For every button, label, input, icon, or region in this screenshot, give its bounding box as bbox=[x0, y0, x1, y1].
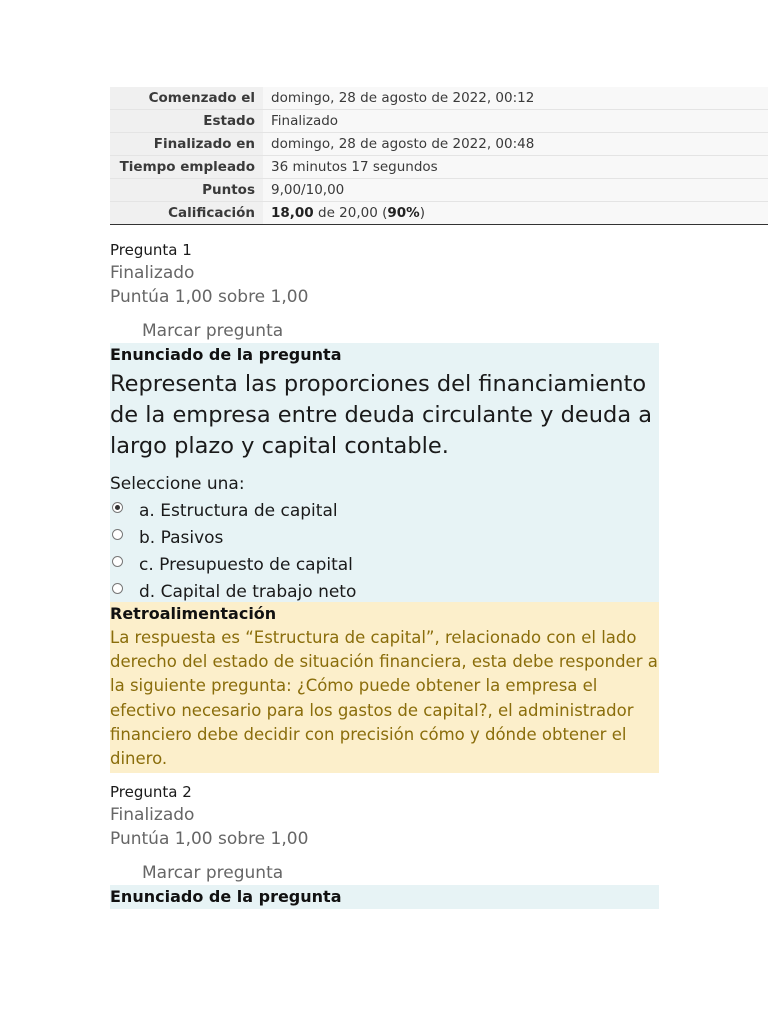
question-number: Pregunta 2 bbox=[110, 783, 192, 801]
summary-label: Tiempo empleado bbox=[110, 156, 263, 178]
answer-options bbox=[110, 498, 659, 606]
option-label: b. Pasivos bbox=[139, 528, 224, 548]
question-state: Finalizado bbox=[110, 805, 195, 825]
summary-row-marks bbox=[110, 178, 768, 201]
grade-score: 18,00 bbox=[271, 205, 314, 221]
question-state: Finalizado bbox=[110, 263, 195, 283]
summary-row-finished bbox=[110, 132, 768, 155]
answer-option-c[interactable] bbox=[110, 552, 659, 579]
summary-value: domingo, 28 de agosto de 2022, 00:12 bbox=[263, 87, 768, 109]
question-1-info bbox=[110, 239, 658, 343]
summary-value-grade bbox=[263, 202, 768, 224]
grade-total: de 20,00 ( bbox=[313, 205, 388, 221]
radio-button-checked[interactable] bbox=[112, 502, 123, 513]
answer-prompt: Seleccione una: bbox=[110, 474, 245, 494]
question-1-formulation bbox=[110, 343, 659, 606]
question-heading: Enunciado de la pregunta bbox=[110, 887, 342, 906]
question-2-info bbox=[110, 781, 658, 885]
summary-value: domingo, 28 de agosto de 2022, 00:48 bbox=[263, 133, 768, 155]
summary-label: Calificación bbox=[110, 202, 263, 224]
question-2-formulation bbox=[110, 885, 659, 909]
summary-label: Estado bbox=[110, 110, 263, 132]
summary-label: Finalizado en bbox=[110, 133, 263, 155]
summary-label: Puntos bbox=[110, 179, 263, 201]
question-grade: Puntúa 1,00 sobre 1,00 bbox=[110, 287, 309, 307]
radio-button[interactable] bbox=[112, 583, 123, 594]
question-heading: Enunciado de la pregunta bbox=[110, 345, 342, 364]
answer-option-a[interactable] bbox=[110, 498, 659, 525]
summary-row-started bbox=[110, 87, 768, 109]
summary-row-grade bbox=[110, 201, 768, 224]
option-label: d. Capital de trabajo neto bbox=[139, 582, 357, 602]
summary-label: Comenzado el bbox=[110, 87, 263, 109]
option-label: a. Estructura de capital bbox=[139, 501, 338, 521]
flag-question-link[interactable]: Marcar pregunta bbox=[142, 863, 284, 883]
radio-button[interactable] bbox=[112, 556, 123, 567]
flag-question-link[interactable]: Marcar pregunta bbox=[142, 321, 284, 341]
grade-percent: 90% bbox=[387, 205, 420, 221]
grade-close: ) bbox=[419, 205, 425, 221]
question-text: Representa las proporciones del financiamiento de la empresa entre deuda circulante y deuda a largo plazo y capital contable. bbox=[110, 371, 653, 459]
summary-value: Finalizado bbox=[263, 110, 768, 132]
summary-value: 9,00/10,00 bbox=[263, 179, 768, 201]
question-number: Pregunta 1 bbox=[110, 241, 192, 259]
question-1-feedback bbox=[110, 602, 659, 773]
radio-button[interactable] bbox=[112, 529, 123, 540]
attempt-summary-table bbox=[110, 87, 768, 225]
summary-row-state bbox=[110, 109, 768, 132]
feedback-text: La respuesta es “Estructura de capital”, relacionado con el lado derecho del estado de situación financiera, esta debe responder a la siguiente pregunta: ¿Cómo puede obtener la empresa el efectivo necesario para los gastos de capital?, el administrador financiero debe decidir con precisión cómo y dónde obtener el dinero. bbox=[110, 628, 658, 769]
summary-value: 36 minutos 17 segundos bbox=[263, 156, 768, 178]
feedback-heading: Retroalimentación bbox=[110, 604, 277, 623]
option-label: c. Presupuesto de capital bbox=[139, 555, 353, 575]
answer-option-b[interactable] bbox=[110, 525, 659, 552]
summary-row-time-taken bbox=[110, 155, 768, 178]
question-grade: Puntúa 1,00 sobre 1,00 bbox=[110, 829, 309, 849]
